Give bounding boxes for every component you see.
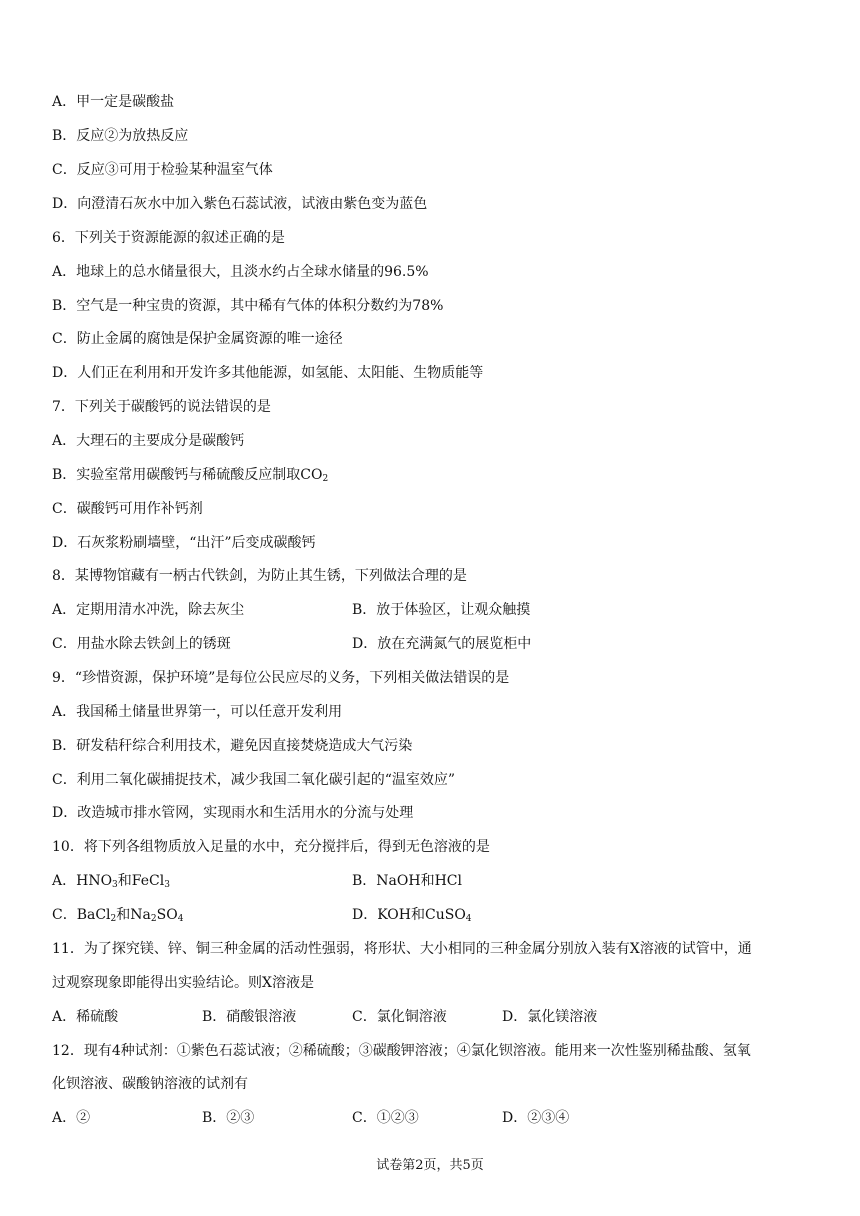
q10-c-sub3: 4 [177,914,184,924]
q7-option-c: C．碳酸钙可用作补钙剂 [52,501,203,517]
q8-option-a: A．定期用清水冲洗，除去灰尘 [52,602,245,618]
q7-stem: 7．下列关于碳酸钙的说法错误的是 [52,399,271,415]
q7-option-d: D．石灰浆粉刷墙壁，“出汗”后变成碳酸钙 [52,535,316,551]
q10-b-text1: B．NaOH和HCl [352,873,462,889]
q10-c-sub2: 2 [150,914,157,924]
q10-a-text1: A．HNO [52,873,113,889]
q5-option-a: A．甲一定是碳酸盐 [52,94,175,110]
q12-stem-line1: 12．现有4种试剂：①紫色石蕊试液；②稀硫酸；③碳酸钾溶液；④氯化钡溶液。能用来一次性鉴别稀盐酸、氢氧 [52,1043,751,1059]
q12-stem-line2: 化钡溶液、碳酸钠溶液的试剂有 [52,1076,248,1092]
q5-option-c: C．反应③可用于检验某种温室气体 [52,162,273,178]
q11-option-c: C．氯化铜溶液 [352,1009,447,1025]
q11-stem-line2: 过观察现象即能得出实验结论。则X溶液是 [52,975,314,991]
q5-option-d: D．向澄清石灰水中加入紫色石蕊试液，试液由紫色变为蓝色 [52,196,428,212]
q12-option-a: A．② [52,1110,91,1126]
q11-option-a: A．稀硫酸 [52,1009,119,1025]
q8-option-d: D．放在充满氮气的展览柜中 [352,636,532,652]
q7-option-b [52,465,328,485]
q10-option-d [352,905,472,925]
q10-stem: 10．将下列各组物质放入足量的水中，充分搅拌后，得到无色溶液的是 [52,839,490,855]
q11-option-d: D．氯化镁溶液 [502,1009,598,1025]
q6-option-c: C．防止金属的腐蚀是保护金属资源的唯一途径 [52,331,343,347]
q9-stem: 9．“珍惜资源，保护环境”是每位公民应尽的义务，下列相关做法错误的是 [52,670,510,686]
q11-stem-line1: 11．为了探究镁、锌、铜三种金属的活动性强弱，将形状、大小相同的三种金属分别放入装有X溶液的试管中，通 [52,941,752,957]
q6-option-a: A．地球上的总水储量很大，且淡水约占全球水储量的96.5% [52,264,429,280]
q7-option-a: A．大理石的主要成分是碳酸钙 [52,433,245,449]
q10-option-b [352,871,462,891]
q9-option-b: B．研发秸秆综合利用技术，避免因直接焚烧造成大气污染 [52,738,413,754]
q10-option-a [52,871,170,891]
q10-c-text2: 和Na [116,907,151,923]
q11-option-b: B．硝酸银溶液 [202,1009,297,1025]
q10-c-text3: SO [156,907,178,923]
q9-option-a: A．我国稀土储量世界第一，可以任意开发利用 [52,704,343,720]
q6-option-b: B．空气是一种宝贵的资源，其中稀有气体的体积分数约为78% [52,298,444,314]
q10-c-sub1: 2 [110,914,117,924]
q10-d-text1: D．KOH和CuSO [352,907,466,923]
q10-c-text1: C．BaCl [52,907,111,923]
q12-option-b: B．②③ [202,1110,255,1126]
q8-stem: 8．某博物馆藏有一柄古代铁剑，为防止其生锈，下列做法合理的是 [52,568,467,584]
q9-option-c: C．利用二氧化碳捕捉技术，减少我国二氧化碳引起的“温室效应” [52,772,456,788]
q10-a-sub2: 3 [164,880,170,890]
q10-a-sub1: 3 [112,880,118,890]
q5-option-b: B．反应②为放热反应 [52,128,189,144]
page-footer: 试卷第2页，共5页 [376,1158,484,1173]
q10-d-sub1: 4 [465,914,472,924]
q9-option-d: D．改造城市排水管网，实现雨水和生活用水的分流与处理 [52,805,414,821]
q6-option-d: D．人们正在利用和开发许多其他能源，如氢能、太阳能、生物质能等 [52,365,484,381]
q8-option-b: B．放于体验区，让观众触摸 [352,602,531,618]
q8-option-c: C．用盐水除去铁剑上的锈斑 [52,636,231,652]
q12-option-c: C．①②③ [352,1110,419,1126]
q10-option-c [52,905,183,925]
q6-stem: 6．下列关于资源能源的叙述正确的是 [52,230,285,246]
q10-a-text2: 和FeCl [117,873,165,889]
q7-option-b-text: B．实验室常用碳酸钙与稀硫酸反应制取CO [52,467,323,483]
q7-option-b-subscript: 2 [322,474,329,484]
q12-option-d: D．②③④ [502,1110,570,1126]
